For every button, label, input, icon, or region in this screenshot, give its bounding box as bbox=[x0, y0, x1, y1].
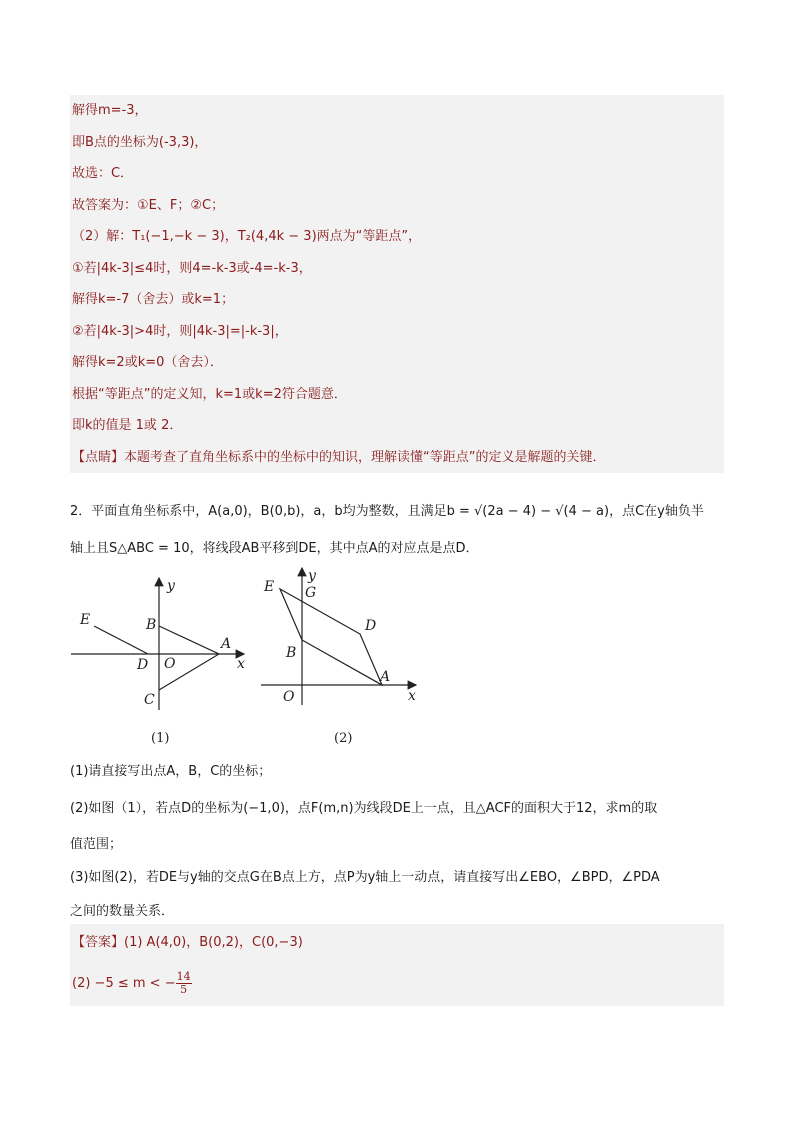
label-O: O bbox=[283, 689, 295, 705]
label-A: A bbox=[380, 669, 391, 685]
answer-line-1: 【答案】(1) A(4,0)，B(0,2)，C(0,−3) bbox=[72, 935, 303, 950]
subquestion-2: (2)如图（1），若点D的坐标为(−1,0)，点F(m,n)为线段DE上一点，且△ACF的面积大于12，求m的取 bbox=[70, 801, 658, 816]
label-G: G bbox=[305, 585, 317, 601]
question-text: 轴上且S△ABC = 10，将线段AB平移到DE，其中点A的对应点是点D． bbox=[70, 541, 479, 556]
label-D: D bbox=[365, 618, 377, 634]
solution-line: 解得k=2或k=0（舍去）． bbox=[72, 355, 223, 370]
answer-block bbox=[70, 924, 724, 1006]
answer-2-prefix: (2) −5 ≤ m < − bbox=[72, 976, 176, 991]
answer-line-2 bbox=[70, 962, 724, 1006]
answer-2-fraction bbox=[176, 971, 192, 996]
subquestion-1: (1)请直接写出点A，B，C的坐标； bbox=[70, 764, 272, 779]
label-x: x bbox=[237, 656, 245, 672]
figure-2-caption: (2) bbox=[334, 731, 353, 746]
figure-1-caption: (1) bbox=[151, 731, 170, 746]
label-B: B bbox=[146, 617, 157, 633]
label-O: O bbox=[164, 656, 176, 672]
label-E: E bbox=[264, 579, 275, 595]
label-B: B bbox=[286, 645, 297, 661]
parallelogram-EBAD bbox=[280, 589, 382, 685]
figure-1 bbox=[66, 572, 256, 712]
figure-2 bbox=[258, 562, 428, 712]
solution-line: 即B点的坐标为(-3,3)， bbox=[72, 134, 208, 150]
segment-ED bbox=[94, 626, 148, 654]
solution-line: 故答案为：①E、F；②C； bbox=[72, 197, 225, 213]
fraction-numerator: 14 bbox=[176, 970, 191, 983]
solution-line: 即k的值是 1或 2． bbox=[72, 418, 183, 433]
subquestion-3-cont: 之间的数量关系． bbox=[70, 904, 175, 919]
label-y: y bbox=[167, 578, 175, 594]
label-C: C bbox=[144, 692, 155, 708]
solution-line: 故选：C． bbox=[72, 166, 134, 181]
subquestion-3: (3)如图(2)，若DE与y轴的交点G在B点上方，点P为y轴上一动点，请直接写出∠EBO，∠BPD，∠PDA bbox=[70, 870, 660, 885]
label-x: x bbox=[408, 688, 416, 704]
solution-line: ①若|4k-3|≤4时，则4=-k-3或-4=-k-3， bbox=[72, 260, 312, 276]
label-E: E bbox=[80, 612, 91, 628]
question-text: 2．平面直角坐标系中，A(a,0)，B(0,b)，a，b均为整数，且满足b = √(2a − 4) − √(4 − a)，点C在y轴负半 bbox=[70, 504, 704, 519]
subquestion-2-cont: 值范围； bbox=[70, 837, 123, 852]
solution-line: 解得k=-7（舍去）或k=1； bbox=[72, 292, 235, 307]
solution-line: 根据“等距点”的定义知，k=1或k=2符合题意． bbox=[72, 386, 347, 402]
key-point-note: 【点睛】本题考查了直角坐标系中的坐标中的知识，理解读懂“等距点”的定义是解题的关键． bbox=[72, 449, 606, 465]
solution-line: （2）解：T₁(−1,−k − 3)，T₂(4,4k − 3)两点为“等距点”， bbox=[72, 229, 422, 244]
label-A: A bbox=[221, 636, 232, 652]
solution-line: 解得m=-3， bbox=[72, 103, 148, 118]
solution-line: ②若|4k-3|>4时，则|4k-3|=|-k-3|， bbox=[72, 323, 288, 339]
label-y: y bbox=[308, 568, 316, 584]
fraction-denominator: 5 bbox=[180, 983, 188, 996]
label-D: D bbox=[137, 657, 149, 673]
solution-block bbox=[70, 95, 724, 473]
